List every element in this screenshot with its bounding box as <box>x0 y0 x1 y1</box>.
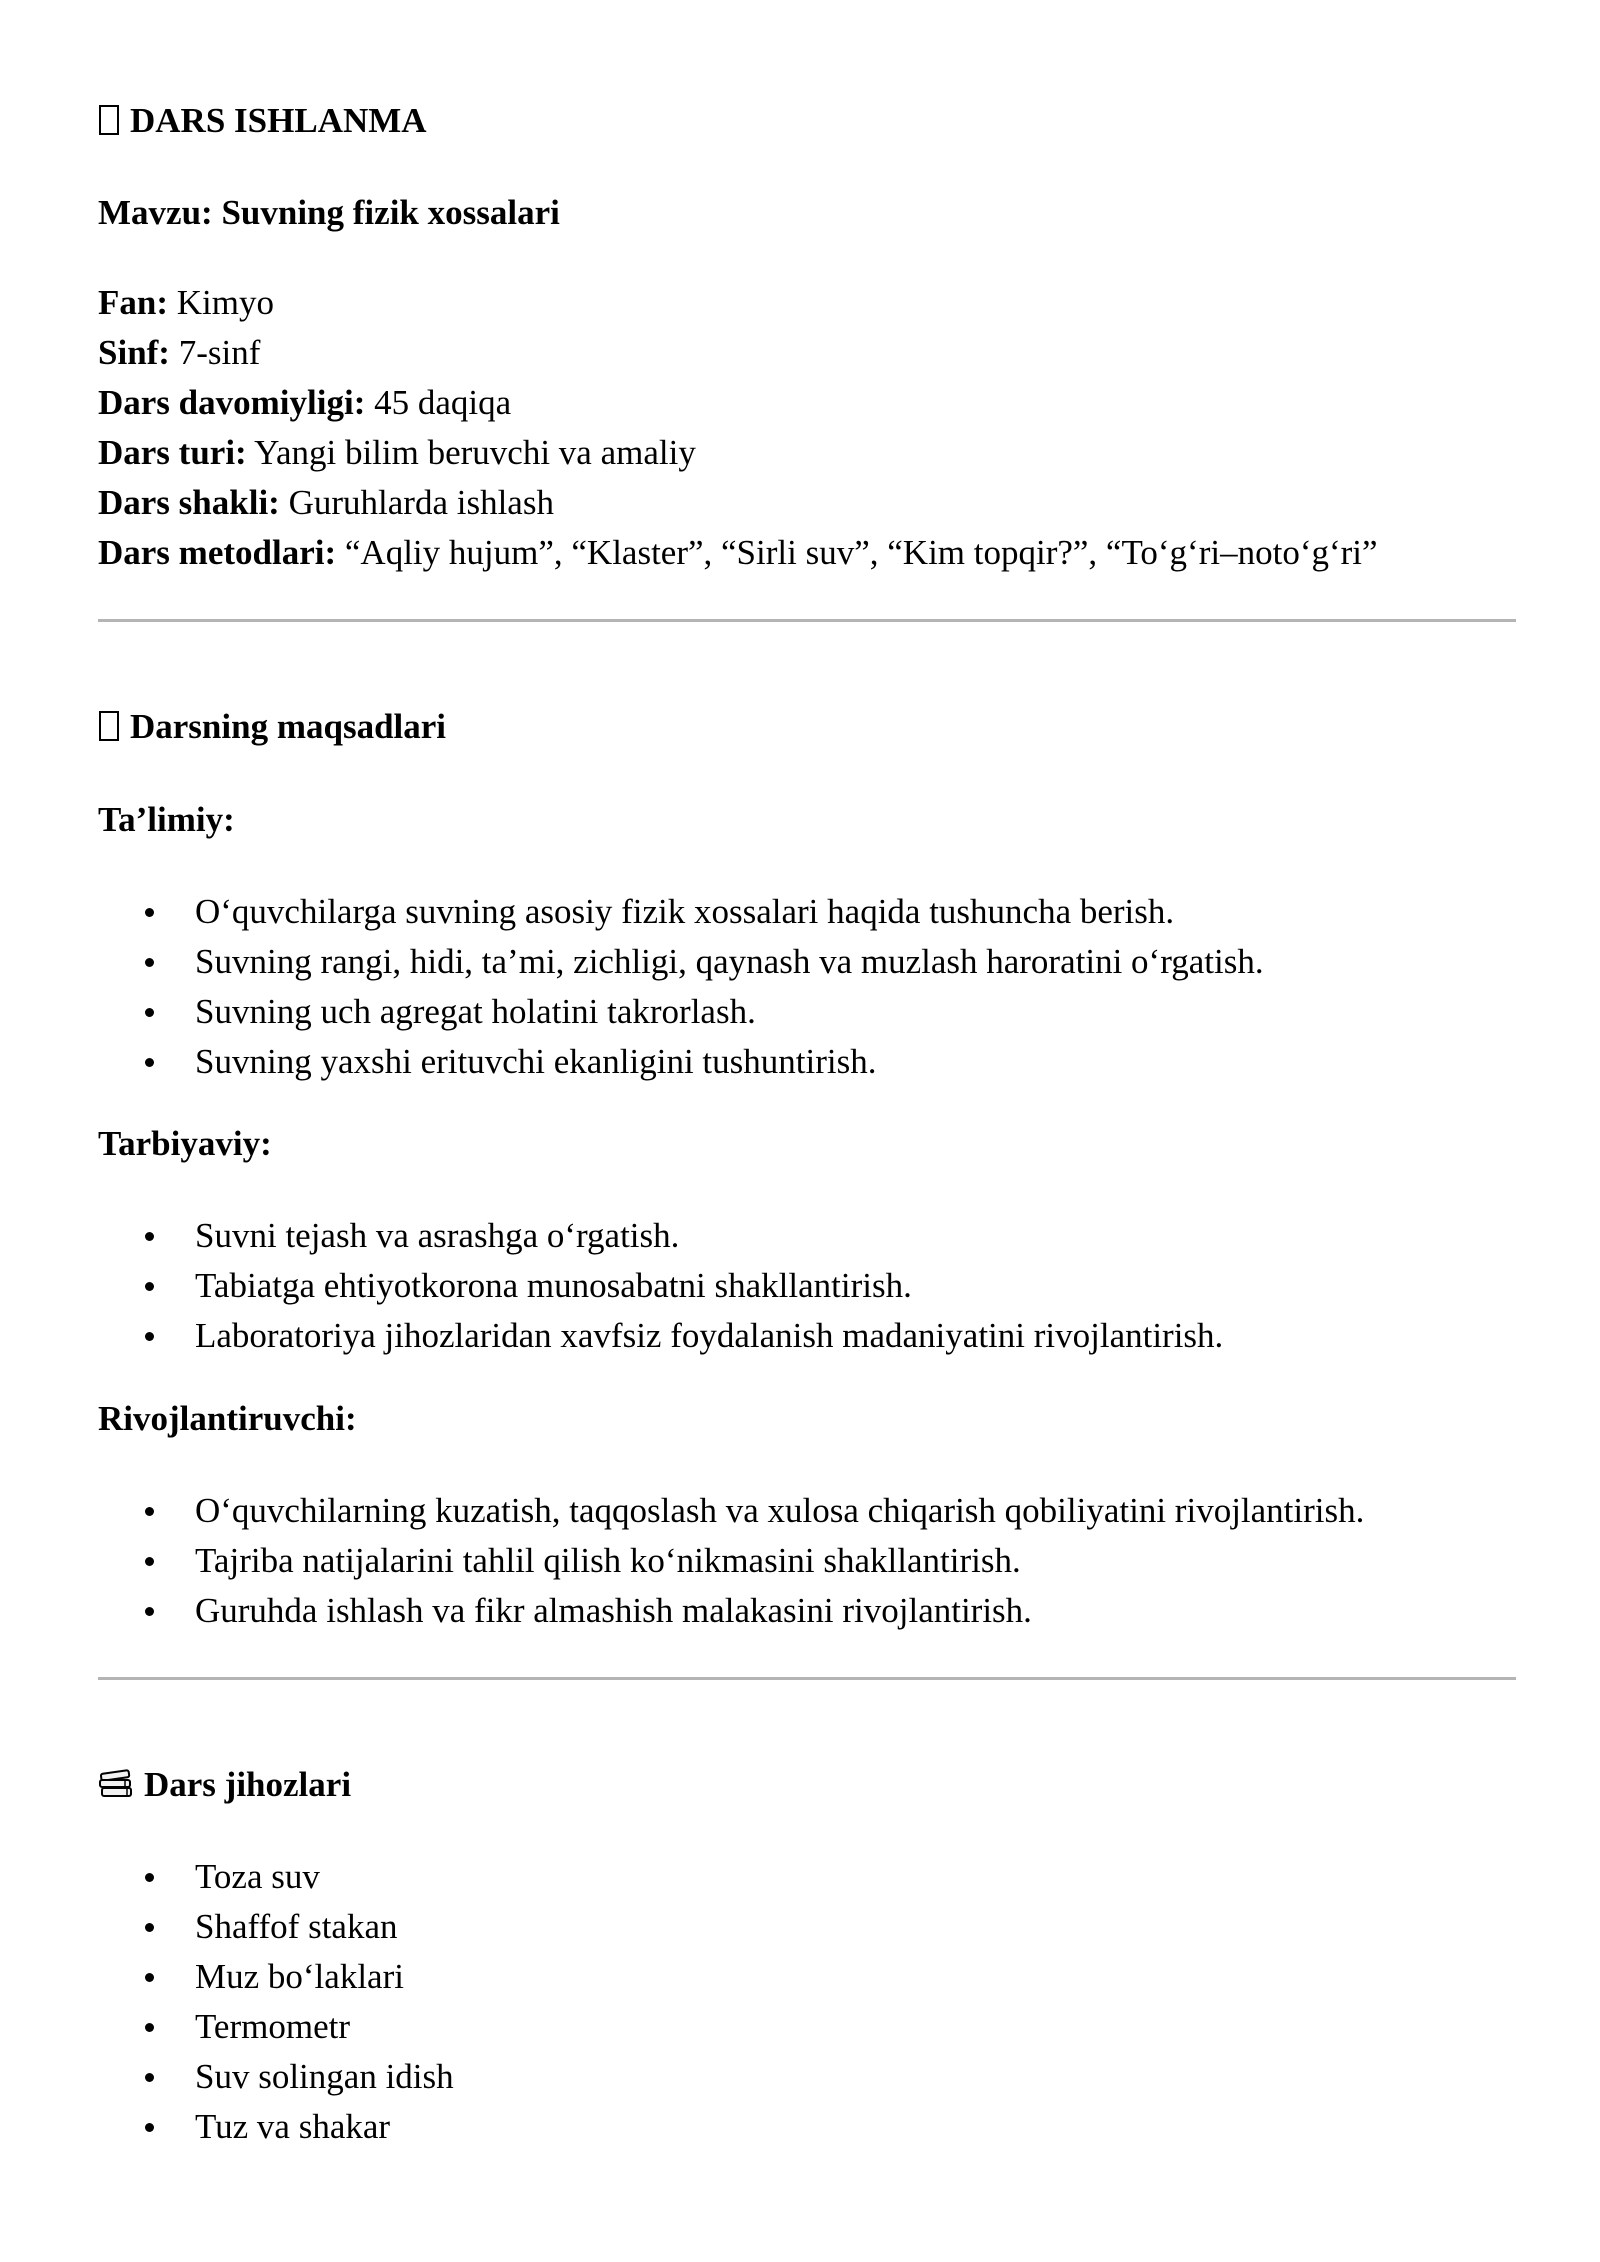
meta-row-duration <box>98 378 1378 428</box>
meta-row-type <box>98 428 1378 478</box>
equipment-list <box>98 1852 454 2152</box>
list-item <box>98 1261 1223 1311</box>
meta-label: Dars metodlari: <box>98 533 337 572</box>
document-title-text: DARS ISHLANMA <box>130 101 427 140</box>
list-item-text: O‘quvchilarga suvning asosiy fizik xossalari haqida tushuncha berish. <box>195 892 1175 931</box>
list-item <box>98 1037 1264 1087</box>
list-item <box>98 2102 454 2152</box>
list-item <box>98 1902 454 1952</box>
list-item <box>98 2052 454 2102</box>
bullet-dot <box>145 1332 154 1341</box>
list-item-text: Suvning yaxshi erituvchi ekanligini tushuntirish. <box>195 1042 877 1081</box>
bullet-dot <box>145 1557 154 1566</box>
meta-label: Dars davomiyligi: <box>98 383 366 422</box>
list-item <box>98 1852 454 1902</box>
list-item-text: Termometr <box>195 2007 350 2046</box>
list-item-text: Guruhda ishlash va fikr almashish malakasini rivojlantirish. <box>195 1591 1032 1630</box>
list-item-text: Tajriba natijalarini tahlil qilish ko‘nikmasini shakllantirish. <box>195 1541 1021 1580</box>
list-item-text: O‘quvchilarning kuzatish, taqqoslash va xulosa chiqarish qobiliyatini rivojlantirish. <box>195 1491 1365 1530</box>
list-item <box>98 1586 1364 1636</box>
meta-label: Sinf: <box>98 333 170 372</box>
lesson-meta <box>98 278 1378 578</box>
bullet-dot <box>145 2073 154 2082</box>
meta-label: Dars shakli: <box>98 483 280 522</box>
list-item <box>98 1536 1364 1586</box>
meta-row-grade <box>98 328 1378 378</box>
lesson-topic: Mavzu: Suvning fizik xossalari <box>98 193 560 232</box>
list-item <box>98 2002 454 2052</box>
bullet-dot <box>145 1607 154 1616</box>
list-item <box>98 1311 1223 1361</box>
bullet-dot <box>145 1507 154 1516</box>
list-item <box>98 937 1264 987</box>
equipment-heading <box>98 1764 351 1806</box>
meta-row-subject <box>98 278 1378 328</box>
bullet-dot <box>145 1973 154 1982</box>
missing-glyph-icon <box>98 104 120 136</box>
list-item-text: Toza suv <box>195 1857 320 1896</box>
list-item-text: Tuz va shakar <box>195 2107 391 2146</box>
meta-value: 7-sinf <box>178 333 261 372</box>
bullet-dot <box>145 1232 154 1241</box>
bullet-dot <box>145 908 154 917</box>
list-item-text: Tabiatga ehtiyotkorona munosabatni shakllantirish. <box>195 1266 912 1305</box>
goals-heading-text: Darsning maqsadlari <box>130 707 447 746</box>
list-item <box>98 887 1264 937</box>
bullet-dot <box>145 1008 154 1017</box>
section-divider <box>98 619 1516 622</box>
meta-row-form <box>98 478 1378 528</box>
bullet-dot <box>145 1058 154 1067</box>
educational-goals-list <box>98 887 1264 1087</box>
books-icon <box>98 1769 134 1799</box>
meta-label: Fan: <box>98 283 168 322</box>
section-divider <box>98 1677 1516 1680</box>
developmental-goals-label: Rivojlantiruvchi: <box>98 1399 357 1438</box>
meta-value: Kimyo <box>176 283 274 322</box>
list-item-text: Muz bo‘laklari <box>195 1957 404 1996</box>
list-item <box>98 987 1264 1037</box>
list-item <box>98 1952 454 2002</box>
meta-value: “Aqliy hujum”, “Klaster”, “Sirli suv”, “Kim topqir?”, “To‘g‘ri–noto‘g‘ri” <box>344 533 1378 572</box>
educational-goals-label: Ta’limiy: <box>98 800 235 839</box>
upbringing-goals-list <box>98 1211 1223 1361</box>
equipment-heading-text: Dars jihozlari <box>144 1765 352 1804</box>
bullet-dot <box>145 1923 154 1932</box>
bullet-dot <box>145 1873 154 1882</box>
developmental-goals-list <box>98 1486 1364 1636</box>
upbringing-goals-label: Tarbiyaviy: <box>98 1124 272 1163</box>
list-item <box>98 1211 1223 1261</box>
list-item-text: Suvning rangi, hidi, ta’mi, zichligi, qaynash va muzlash haroratini o‘rgatish. <box>195 942 1264 981</box>
goals-heading <box>98 706 446 748</box>
list-item-text: Laboratoriya jihozlaridan xavfsiz foydalanish madaniyatini rivojlantirish. <box>195 1316 1224 1355</box>
list-item-text: Shaffof stakan <box>195 1907 398 1946</box>
bullet-dot <box>145 958 154 967</box>
meta-value: Yangi bilim beruvchi va amaliy <box>254 433 696 472</box>
missing-glyph-icon <box>98 710 120 742</box>
list-item <box>98 1486 1364 1536</box>
meta-value: Guruhlarda ishlash <box>288 483 554 522</box>
meta-label: Dars turi: <box>98 433 247 472</box>
meta-value: 45 daqiqa <box>374 383 512 422</box>
bullet-dot <box>145 1282 154 1291</box>
bullet-dot <box>145 2023 154 2032</box>
list-item-text: Suvning uch agregat holatini takrorlash. <box>195 992 756 1031</box>
document-title <box>98 100 427 142</box>
bullet-dot <box>145 2123 154 2132</box>
list-item-text: Suv solingan idish <box>195 2057 454 2096</box>
list-item-text: Suvni tejash va asrashga o‘rgatish. <box>195 1216 680 1255</box>
meta-row-methods <box>98 528 1378 578</box>
